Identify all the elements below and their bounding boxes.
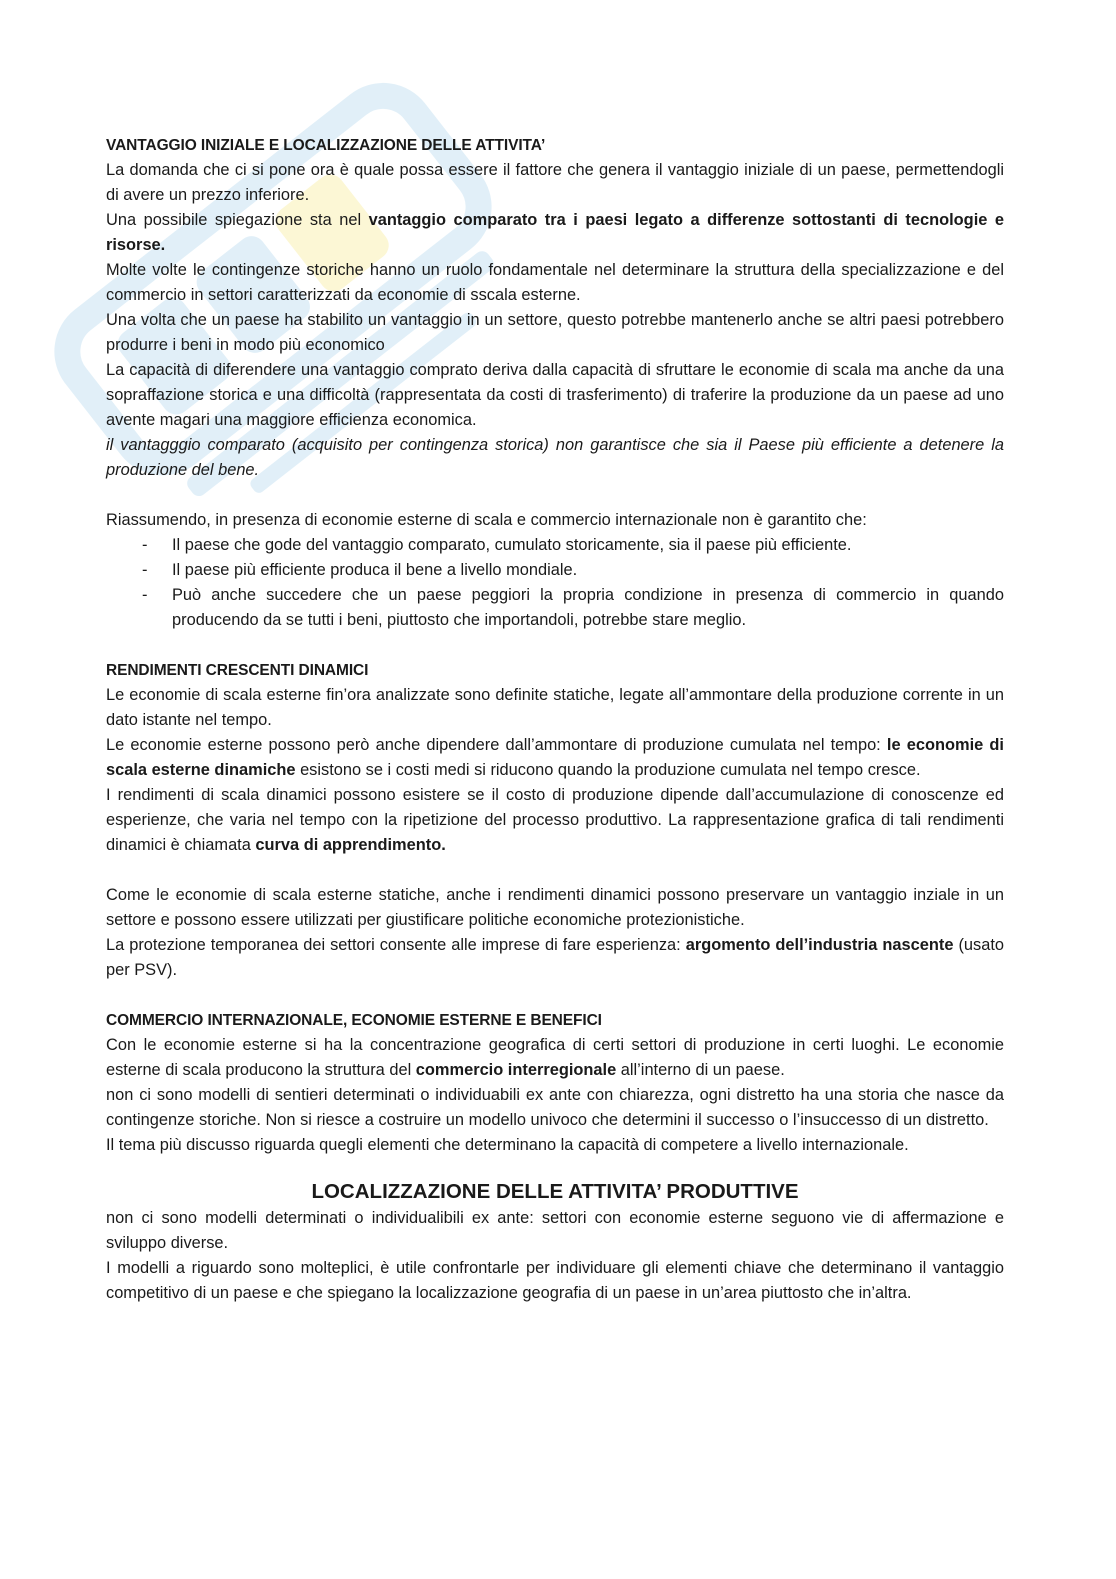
paragraph: Una volta che un paese ha stabilito un vantaggio in un settore, questo potrebbe mantenerlo anche se altri paesi potrebbero produrre i beni in modo più economico [106, 311, 1004, 354]
list-item: - Il paese più efficiente produca il bene a livello mondiale. [106, 558, 1004, 583]
bold-text: vantaggio comparato tra i paesi legato a differenze sottostanti di tecnologie e risorse. [106, 211, 1004, 254]
heading-rendimenti-crescenti: RENDIMENTI CRESCENTI DINAMICI [106, 662, 369, 679]
text: Le economie esterne possono però anche dipendere dall’ammontare di produzione cumulata nel tempo: [106, 736, 887, 754]
text: La protezione temporanea dei settori consente alle imprese di fare esperienza: [106, 936, 686, 954]
document-page [106, 133, 1004, 1306]
text: Con le economie esterne si ha la concentrazione geografica di certi settori di produzione in certi luoghi. Le economie esterne di scala producono la struttura del [106, 1036, 1004, 1079]
paragraph: La capacità di diferendere una vantaggio comprato deriva dalla capacità di sfruttare le economie di scala ma anche da una sopraffazione storica e una difficoltà (rappresentata da costi di trasferimento) di traferire la produzione da un paese ad uno avente magari una maggiore efficienza economica. [106, 361, 1004, 429]
heading-commercio-internazionale: COMMERCIO INTERNAZIONALE, ECONOMIE ESTERNE E BENEFICI [106, 1012, 602, 1029]
paragraph [106, 733, 1004, 783]
bold-text: argomento dell’industria nascente [685, 936, 954, 954]
italic-paragraph: il vantagggio comparato (acquisito per contingenza storica) non garantisce che sia il Paese più efficiente a detenere la produzione del bene. [106, 436, 1004, 479]
summary-list [106, 533, 1004, 633]
text: Una possibile spiegazione sta nel [106, 211, 369, 229]
paragraph [106, 1033, 1004, 1083]
paragraph [106, 783, 1004, 858]
text: all’interno di un paese. [616, 1061, 785, 1079]
list-item: - Il paese che gode del vantaggio comparato, cumulato storicamente, sia il paese più efficiente. [106, 533, 1004, 558]
paragraph: Come le economie di scala esterne statiche, anche i rendimenti dinamici possono preservare un vantaggio inziale in un settore e possono essere utilizzati per giustificare politiche economiche protezionistiche. [106, 886, 1004, 929]
section-title-localizzazione: LOCALIZZAZIONE DELLE ATTIVITA’ PRODUTTIVE [311, 1180, 799, 1203]
heading-vantaggio-iniziale: VANTAGGIO INIZIALE E LOCALIZZAZIONE DELLE ATTIVITA’ [106, 137, 546, 154]
paragraph: Molte volte le contingenze storiche hanno un ruolo fondamentale nel determinare la struttura della specializzazione e del commercio in settori caratterizzati da economie di sscala esterne. [106, 261, 1004, 304]
text: esistono se i costi medi si riducono quando la produzione cumulata nel tempo cresce. [295, 761, 921, 779]
summary-intro: Riassumendo, in presenza di economie esterne di scala e commercio internazionale non è garantito che: [106, 511, 867, 529]
bold-text: curva di apprendimento. [255, 836, 446, 854]
paragraph: Il tema più discusso riguarda quegli elementi che determinano la capacità di competere a livello internazionale. [106, 1136, 909, 1154]
paragraph: Le economie di scala esterne fin’ora analizzate sono definite statiche, legate all’ammontare della produzione corrente in un dato istante nel tempo. [106, 686, 1004, 729]
paragraph: non ci sono modelli determinati o individualibili ex ante: settori con economie esterne seguono vie di affermazione e sviluppo diverse. [106, 1209, 1004, 1252]
paragraph: I modelli a riguardo sono molteplici, è utile confrontarle per individuare gli elementi chiave che determinano il vantaggio competitivo di un paese e che spiegano la localizzazione geografia di un paese in un’area piuttosto che in’altra. [106, 1259, 1004, 1302]
bold-text: commercio interregionale [415, 1061, 617, 1079]
paragraph: non ci sono modelli di sentieri determinati o individuabili ex ante con chiarezza, ogni distretto ha una storia che nasce da contingenze storiche. Non si riesce a costruire un modello univoco che determini il successo o l’insuccesso di un distretto. [106, 1086, 1004, 1129]
paragraph [106, 208, 1004, 258]
paragraph [106, 933, 1004, 983]
text: I rendimenti di scala dinamici possono esistere se il costo di produzione dipende dall’accumulazione di conoscenze ed esperienze, che varia nel tempo con la ripetizione del processo produttivo. La rappresentazione grafica di tali rendimenti dinamici è chiamata [106, 786, 1004, 854]
text: (usato per PSV). [106, 936, 1004, 979]
bold-text: le economie di scala esterne dinamiche [106, 736, 1004, 779]
list-item: - Può anche succedere che un paese peggiori la propria condizione in presenza di commercio in quando producendo da se tutti i beni, piuttosto che importandoli, potrebbe stare meglio. [106, 583, 1004, 633]
paragraph: La domanda che ci si pone ora è quale possa essere il fattore che genera il vantaggio iniziale di un paese, permettendogli di avere un prezzo inferiore. [106, 161, 1004, 204]
